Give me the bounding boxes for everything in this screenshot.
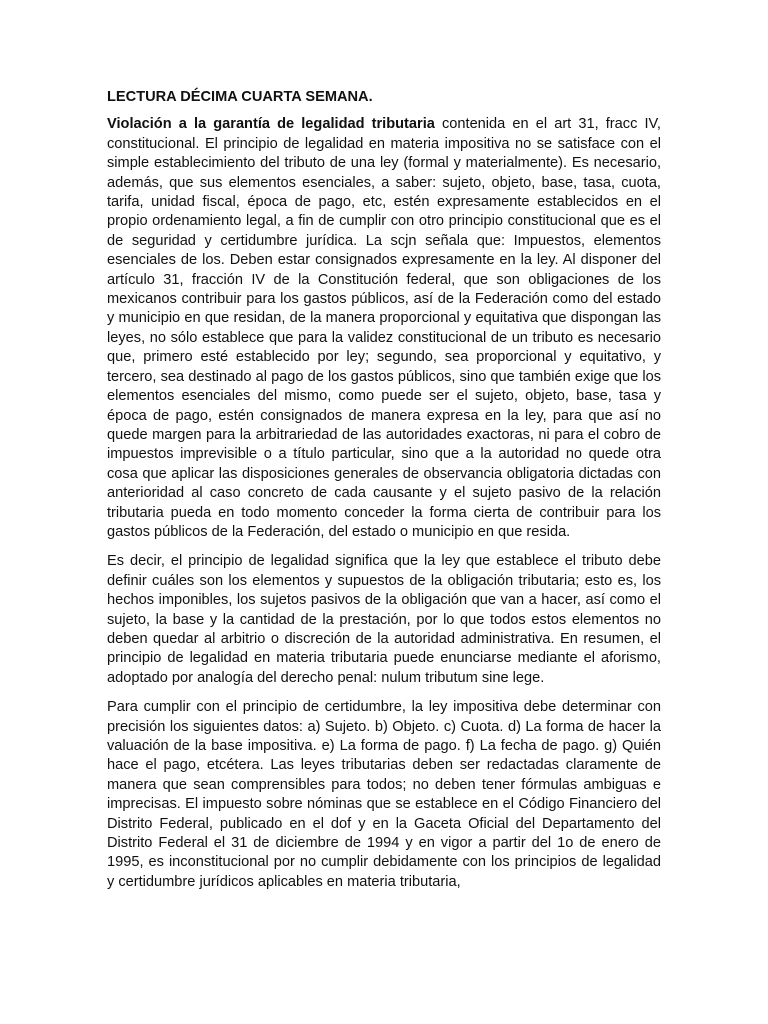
paragraph-1-text: contenida en el art 31, fracc IV, constitucional. El principio de legalidad en materia impositiva no se satisface con el simple establecimiento del tributo de una ley (formal y materialmente). Es necesario, además, que sus elementos esenciales, a saber: sujeto, objeto, base, tasa, cuota, tarifa, unidad fiscal, época de pago, etc, estén expresamente establecidos en el propio ordenamiento legal, a fin de cumplir con otro principio constitucional que es el de seguridad y certidumbre jurídica. La scjn señala que: Impuestos, elementos esenciales de los. Deben estar consignados expresamente en la ley. Al disponer del artículo 31, fracción IV de la Constitución federal, que son obligaciones de los mexicanos contribuir para los gastos públicos, así de la Federación como del estado y municipio en que residan, de la manera proporcional y equitativa que dispongan las leyes, no sólo establece que para la validez constitucional de un tributo es necesario que, primero esté establecido por ley; segundo, sea proporcional y equitativo, y tercero, sea destinado al pago de los gastos públicos, sino que también exige que los elementos esenciales del mismo, como puede ser el sujeto, objeto, base, tasa y época de pago, estén consignados de manera expresa en la ley, para que así no quede margen para la arbitrariedad de las autoridades exactoras, ni para el cobro de impuestos imprevisible o a título particular, sino que a la autoridad no quede otra cosa que aplicar las disposiciones generales de observancia obligatoria dictadas con anterioridad al caso concreto de cada causante y el sujeto pasivo de la relación tributaria pueda en todo momento conceder la forma cierta de contribuir para los gastos públicos de la Federación, del estado o municipio en que resida. <box>107 116 661 540</box>
document-page <box>107 88 661 902</box>
paragraph-1 <box>107 115 661 542</box>
paragraph-1-lead: Violación a la garantía de legalidad tributaria <box>107 116 435 133</box>
paragraph-2: Es decir, el principio de legalidad significa que la ley que establece el tributo debe definir cuáles son los elementos y supuestos de la obligación tributaria; esto es, los hechos imponibles, los sujetos pasivos de la obligación que van a hacer, así como el sujeto, la base y la cantidad de la prestación, por lo que todos estos elementos no deben quedar al arbitrio o discreción de la autoridad administrativa. En resumen, el principio de legalidad en materia tributaria puede enunciarse mediante el aforismo, adoptado por analogía del derecho penal: nulum tributum sine lege. <box>107 553 661 686</box>
document-heading: LECTURA DÉCIMA CUARTA SEMANA. <box>107 89 373 105</box>
paragraph-3: Para cumplir con el principio de certidumbre, la ley impositiva debe determinar con precisión los siguientes datos: a) Sujeto. b) Objeto. c) Cuota. d) La forma de hacer la valuación de la base impositiva. e) La forma de pago. f) La fecha de pago. g) Quién hace el pago, etcétera. Las leyes tributarias deben ser redactadas claramente de manera que sean comprensibles para todos; no deben tener fórmulas ambiguas e imprecisas. El impuesto sobre nóminas que se establece en el Código Financiero del Distrito Federal, publicado en el dof y en la Gaceta Oficial del Departamento del Distrito Federal el 31 de diciembre de 1994 y en vigor a partir del 1o de enero de 1995, es inconstitucional por no cumplir debidamente con los principios de legalidad y certidumbre jurídicos aplicables en materia tributaria, <box>107 699 661 890</box>
